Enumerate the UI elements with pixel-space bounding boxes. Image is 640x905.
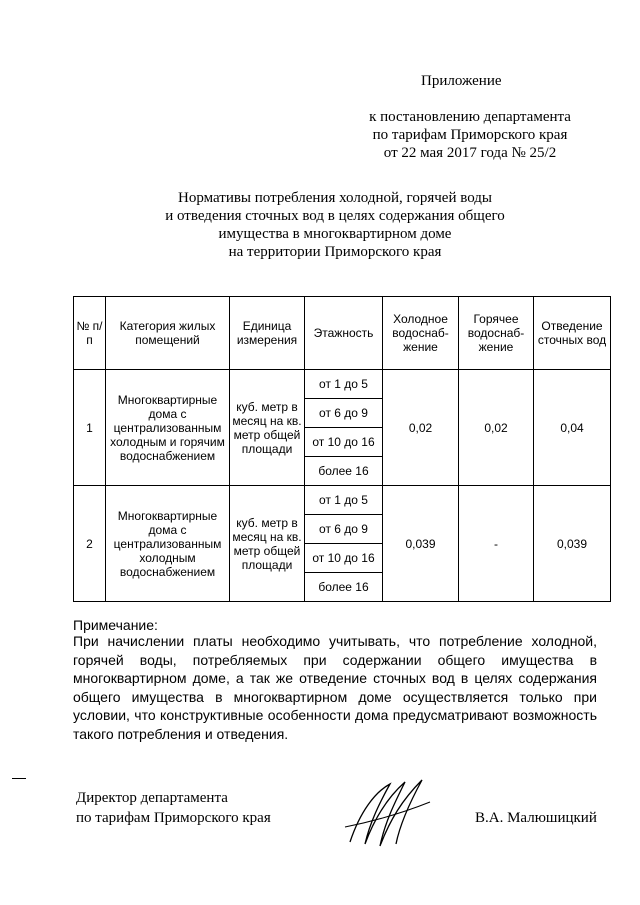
table-header-row [74, 297, 611, 370]
table-row [74, 486, 611, 515]
row-drain-value: 0,04 [534, 370, 611, 486]
position-line: по тарифам Приморского края [76, 810, 271, 826]
row-floor: от 10 до 16 [305, 428, 383, 457]
title-line: имущества в многоквартирном доме [218, 226, 452, 242]
row-floor: от 6 до 9 [305, 399, 383, 428]
row-floor: от 1 до 5 [305, 370, 383, 399]
header-category: Категория жилых помещений [106, 297, 230, 370]
row-unit: куб. метр в месяц на кв. метр общей площади [230, 370, 305, 486]
signatory-name: В.А. Малюшицкий [475, 810, 597, 826]
row-floor: более 16 [305, 457, 383, 486]
note-text: При начислении платы необходимо учитывать, что потребление холодной, горячей воды, потребляемых при содержании общего имущества в многоквартирном доме, а так же отведение сточных вод в целях содержания общего имущества в многоквартирном доме осуществляется только при условии, что конструктивные особенности дома предусматривают возможность такого потребления и отведения. [73, 633, 597, 742]
position-line: Директор департамента [76, 790, 228, 806]
row-hot-value: - [459, 486, 534, 602]
row-floor: от 10 до 16 [305, 544, 383, 573]
norms-table [73, 296, 611, 602]
table-row [74, 370, 611, 399]
appendix-label: Приложение [421, 73, 502, 89]
row-cold-value: 0,02 [383, 370, 459, 486]
header-cold-water: Холодное водоснаб-жение [383, 297, 459, 370]
row-floor: от 1 до 5 [305, 486, 383, 515]
title-line: Нормативы потребления холодной, горячей воды [178, 190, 492, 206]
row-category: Многоквартирные дома с централизованным холодным и горячим водоснабжением [106, 370, 230, 486]
resolution-line: по тарифам Приморского края [372, 127, 568, 143]
title-line: на территории Приморского края [228, 244, 442, 260]
header-num: № п/п [74, 297, 106, 370]
header-hot-water: Горячее водоснаб-жение [459, 297, 534, 370]
header-unit: Единица измерения [230, 297, 305, 370]
row-cold-value: 0,039 [383, 486, 459, 602]
row-drain-value: 0,039 [534, 486, 611, 602]
row-unit: куб. метр в месяц на кв. метр общей площади [230, 486, 305, 602]
resolution-line: к постановлению департамента [369, 109, 571, 125]
header-floors: Этажность [305, 297, 383, 370]
row-num: 2 [74, 486, 106, 602]
resolution-reference [340, 108, 600, 162]
row-num: 1 [74, 370, 106, 486]
document-title [100, 189, 570, 261]
row-category: Многоквартирные дома с централизованным холодным водоснабжением [106, 486, 230, 602]
title-line: и отведения сточных вод в целях содержания общего [165, 208, 505, 224]
row-floor: более 16 [305, 573, 383, 602]
signatory-position [76, 788, 271, 828]
margin-mark [12, 778, 26, 779]
note-title: Примечание: [73, 617, 158, 633]
row-hot-value: 0,02 [459, 370, 534, 486]
resolution-line: от 22 мая 2017 года № 25/2 [383, 145, 557, 161]
handwritten-signature [330, 772, 440, 852]
header-drainage: Отведение сточных вод [534, 297, 611, 370]
row-floor: от 6 до 9 [305, 515, 383, 544]
